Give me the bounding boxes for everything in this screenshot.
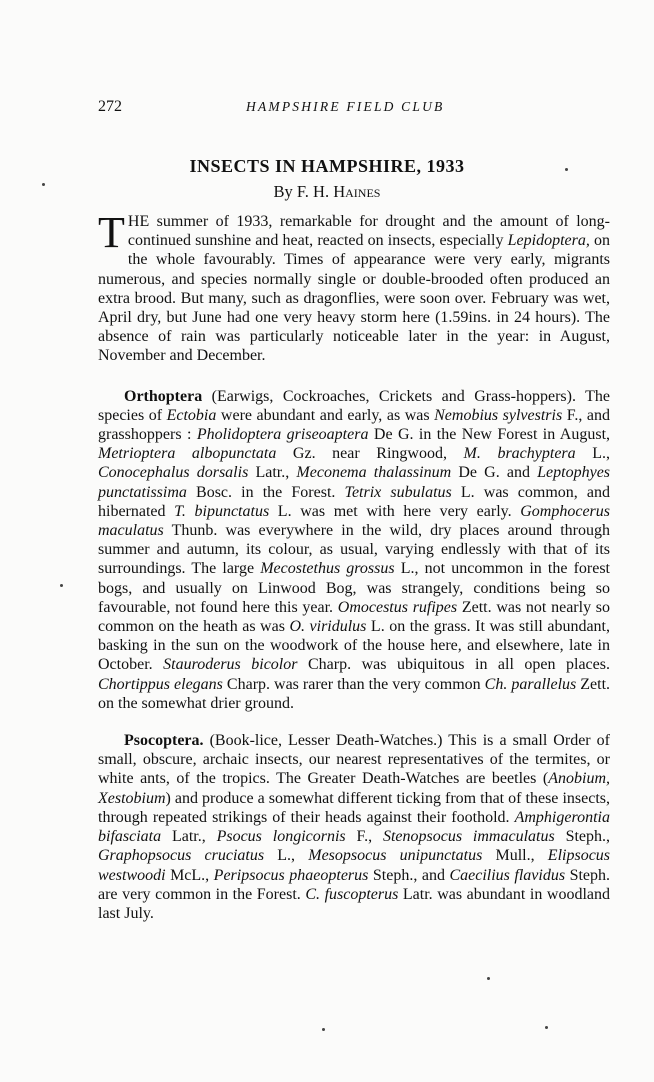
paper-speck [487,977,490,980]
text-run: Bosc. in the Forest. [186,483,345,501]
text-run: L. was common, and hibernated [98,483,611,520]
byline-prefix: By F. H. [273,182,334,201]
species-name: Conocephalus dorsalis [98,464,249,482]
species-name: Mesopsocus unipunctatus [308,847,483,865]
paper-speck [565,168,568,171]
text-run: (Earwigs, Cockroaches, Crickets and Grass-hoppers). The species of [98,387,610,424]
paper-speck [545,1026,548,1029]
species-name: Tetrix subulatus [344,483,452,501]
species-name: Peripsocus phaeopterus [213,866,369,884]
byline [0,182,654,202]
species-name: Psocus longicornis [216,828,346,846]
text-run: F., [345,828,383,846]
species-name: Omocestus rufipes [337,598,458,616]
text-run: L., [264,847,309,865]
species-name: Ch. parallelus [484,675,577,693]
page-number: 272 [98,98,122,115]
orthoptera-text [98,388,610,712]
text-run: Steph., and [368,866,450,884]
intro-paragraph [98,208,610,366]
species-name: Gomphocerus maculatus [98,502,610,540]
species-name: Nemobius sylvestris [434,406,563,424]
text-run: Thunb. was everywhere in the wild, dry places around through summer and autumn, its colour, as usual, varying endlessly with that of its surroundings. The large [98,522,610,578]
paper-speck [322,1028,325,1031]
text-run: Gz. near Ringwood, [276,445,464,463]
article-title: INSECTS IN HAMPSHIRE, 1933 [189,156,465,176]
paper-speck [60,584,63,587]
text-run: Zett. on the somewhat drier ground. [98,675,611,712]
species-name: Anobium, Xestobium [98,770,610,807]
species-name: Meconema thalassinum [296,464,452,482]
text-run: ) and produce a somewhat different ticking from that of these insects, through repeated strikings of their heads against their foothold. [98,789,610,826]
text-run: McL., [165,866,214,884]
species-name: Metrioptera albopunctata [98,445,277,463]
species-name: Pholidoptera griseoaptera [196,426,369,444]
text-run: F., and grasshoppers : [98,406,611,444]
species-name: Stauroderus bicolor [163,656,298,674]
species-name: Chortippus elegans [98,675,223,693]
text-run: De G. in the New Forest in August, [368,426,611,444]
species-name: C. fuscopterus [305,885,399,903]
text-run: Mull., [482,847,548,865]
text-run: Steph., [554,828,611,846]
text-run: L. was met with here very early. [269,502,521,520]
text-run: (Book-lice, Lesser Death-Watches.) This is a small Order of small, obscure, archaic insects, our nearest representatives of the termites, or white ants, of the tropics. The Greater Death-Watches are beetles ( [98,732,610,788]
text-run: Latr., [161,828,217,846]
text-run: De G. and [451,464,538,482]
species-name: Stenopsocus immaculatus [382,828,555,846]
orthoptera-paragraph [98,387,610,713]
species-name: M. brachyptera [463,445,576,463]
species-name: Graphopsocus cruciatus [98,847,265,865]
species-name: Elipsocus westwoodi [98,847,611,884]
text-run: Latr. was abundant in woodland last July. [98,885,610,922]
text-run: L. on the grass. It was still abundant, basking in the sun on the woodwork of the house here, and elsewhere, late in October. [98,618,611,674]
intro-text-end: on the whole favourably. Times of appearance were very early, migrants numerous, and species normally single or double-brooded often produced an extra brood. But many, such as dragonflies, were soon over. February was wet, April dry, but June had one very heavy storm here (1.59ins. in 24 hours). The absence of rain was particularly noticeable later in the year: in August, November and December. [98,232,610,365]
species-name: Amphigerontia bifasciata [98,808,610,846]
journal-title: HAMPSHIRE FIELD CLUB [246,99,445,114]
psocoptera-paragraph [98,731,610,923]
text-run: Latr., [248,464,297,482]
psocoptera-heading: Psocoptera. [124,732,204,750]
text-run: L., [575,445,611,463]
species-name: Mecostethus grossus [260,560,395,578]
text-run: Zett. was not nearly so common on the heath as was [98,598,611,636]
species-name: O. viridulus [289,618,367,636]
text-run: L., not uncommon in the forest bogs, and usually on Linwood Bog, was strangely, conditions being so favourable, not found here this year. [98,560,610,616]
species-name: Caecilius flavidus [449,866,566,884]
text-run: Steph. are very common in the Forest. [98,866,611,903]
intro-text-start: HE summer of 1933, remarkable for drought and the amount of long-continued sunshine and heat, reacted on insects, especially [127,213,610,250]
running-head [98,98,610,118]
species-name: Ectobia [166,406,217,424]
text-run: were abundant and early, as was [216,406,435,424]
intro-emphasis: Lepidoptera, [507,232,590,250]
orthoptera-heading: Orthoptera [124,387,203,405]
text-run: Charp. was rarer than the very common [222,675,485,693]
text-run: Charp. was ubiquitous in all open places. [297,656,610,674]
species-name: T. bipunctatus [174,502,270,520]
paper-speck [42,183,45,186]
species-name: Leptophyes punctatissima [98,464,611,501]
byline-author: Haines [333,182,381,201]
article-body [98,208,611,941]
drop-cap: T [98,208,125,257]
psocoptera-text [98,732,610,922]
